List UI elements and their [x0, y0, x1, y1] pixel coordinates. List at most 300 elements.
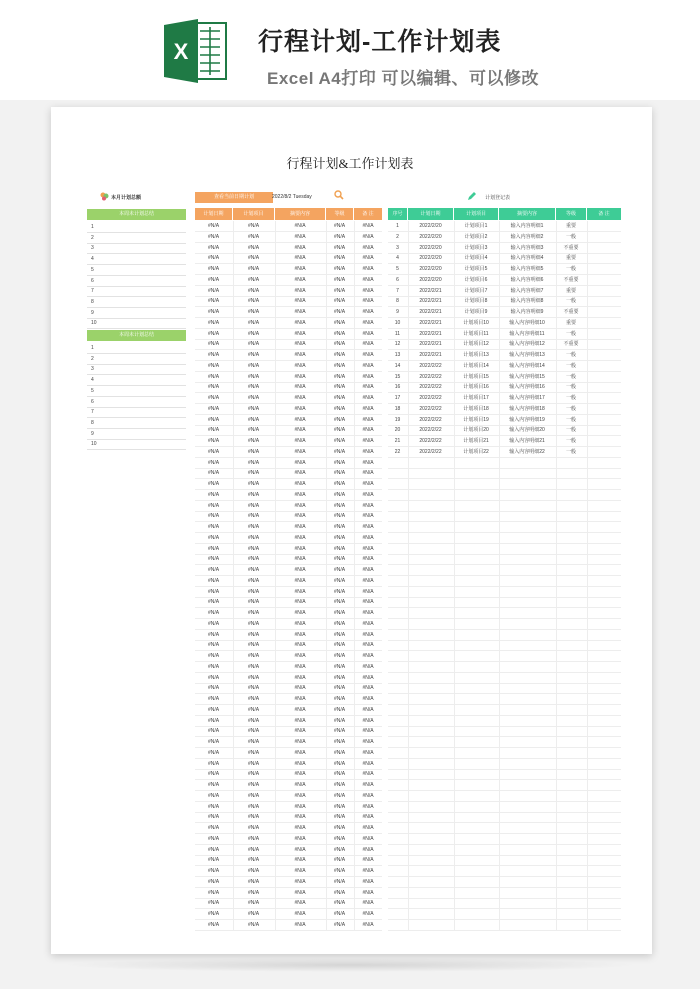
na-cell: #N/A: [362, 416, 374, 423]
na-cell: #N/A: [333, 470, 346, 477]
na-cell: #N/A: [207, 223, 220, 229]
row-number: 9: [91, 430, 94, 437]
na-cell: #N/A: [207, 427, 220, 434]
na-cell: #N/A: [294, 287, 306, 294]
na-cell: #N/A: [247, 405, 260, 412]
banner-title: 行程计划-工作计划表: [258, 28, 502, 56]
na-cell: #N/A: [294, 341, 306, 348]
left-row: [87, 429, 186, 440]
na-cell: #N/A: [247, 384, 260, 391]
register-cell: 10: [394, 319, 401, 326]
na-cell: #N/A: [247, 857, 260, 864]
na-cell: #N/A: [333, 771, 346, 778]
register-cell: 不重要: [563, 276, 579, 283]
register-cell: 21: [394, 438, 401, 444]
na-cell: #N/A: [333, 395, 346, 401]
register-cell: 一般: [565, 330, 576, 337]
register-cell: 输入内容明细7: [510, 287, 544, 294]
na-cell: #N/A: [207, 255, 220, 262]
na-cell: #N/A: [294, 846, 306, 853]
mid-header-cell: 摘要内容: [275, 208, 325, 220]
left-row: [87, 364, 186, 375]
na-cell: #N/A: [294, 534, 306, 541]
na-cell: #N/A: [247, 287, 260, 294]
na-cell: #N/A: [333, 900, 346, 907]
na-cell: #N/A: [294, 309, 306, 315]
na-cell: #N/A: [333, 878, 346, 885]
na-cell: #N/A: [362, 481, 374, 487]
na-cell: #N/A: [294, 599, 306, 606]
register-cell: 输入内容明细13: [509, 352, 545, 358]
right-header-cell: 等级: [556, 208, 586, 220]
na-cell: #N/A: [207, 481, 220, 487]
row-number: 8: [91, 298, 94, 305]
register-cell: 2022/2/20: [419, 255, 442, 262]
na-cell: #N/A: [247, 642, 260, 649]
na-cell: #N/A: [294, 491, 306, 498]
na-cell: #N/A: [294, 470, 306, 477]
na-cell: #N/A: [294, 319, 306, 326]
na-cell: #N/A: [247, 448, 260, 455]
register-cell: 计划项目22: [463, 448, 489, 455]
na-cell: #N/A: [247, 244, 260, 251]
na-cell: #N/A: [294, 416, 306, 423]
na-cell: #N/A: [362, 459, 374, 466]
na-cell: #N/A: [247, 653, 260, 659]
na-cell: #N/A: [247, 674, 260, 681]
na-cell: #N/A: [207, 524, 220, 530]
na-cell: #N/A: [247, 524, 260, 530]
na-cell: #N/A: [333, 233, 346, 240]
na-cell: #N/A: [333, 620, 346, 627]
na-cell: #N/A: [207, 835, 220, 842]
na-cell: #N/A: [362, 921, 374, 928]
col-divider: [454, 221, 455, 931]
na-cell: #N/A: [207, 448, 220, 455]
na-cell: #N/A: [294, 223, 306, 229]
na-cell: #N/A: [333, 728, 346, 735]
na-cell: #N/A: [207, 911, 220, 917]
register-cell: 计划项目9: [464, 309, 488, 315]
na-cell: #N/A: [362, 373, 374, 380]
na-cell: #N/A: [333, 481, 346, 487]
na-cell: #N/A: [333, 255, 346, 262]
na-cell: #N/A: [247, 534, 260, 541]
na-cell: #N/A: [207, 567, 220, 573]
register-cell: 一般: [565, 405, 576, 412]
register-cell: 2022/2/20: [419, 276, 442, 283]
register-cell: 2022/2/21: [419, 330, 442, 337]
na-cell: #N/A: [207, 620, 220, 627]
na-cell: #N/A: [333, 717, 346, 724]
na-cell: #N/A: [207, 814, 220, 821]
na-cell: #N/A: [362, 610, 374, 616]
na-cell: #N/A: [362, 491, 374, 498]
na-cell: #N/A: [294, 663, 306, 670]
na-cell: #N/A: [247, 341, 260, 348]
na-cell: #N/A: [207, 706, 220, 713]
col-divider: [499, 221, 500, 931]
na-cell: #N/A: [294, 749, 306, 756]
na-cell: #N/A: [247, 491, 260, 498]
right-header-cell: 计划日期: [408, 208, 453, 220]
na-cell: #N/A: [333, 416, 346, 423]
view-current-plan-button[interactable]: 查看当前日期计划: [195, 192, 273, 203]
na-cell: #N/A: [247, 362, 260, 369]
na-cell: #N/A: [294, 835, 306, 842]
search-icon[interactable]: [334, 190, 344, 200]
na-cell: #N/A: [247, 846, 260, 853]
register-cell: 计划项目10: [463, 319, 489, 326]
na-cell: #N/A: [294, 513, 306, 520]
na-cell: #N/A: [294, 255, 306, 262]
register-cell: 20: [394, 427, 401, 434]
register-cell: 重要: [565, 319, 576, 326]
na-cell: #N/A: [294, 631, 306, 638]
na-cell: #N/A: [362, 276, 374, 283]
na-cell: #N/A: [362, 685, 374, 692]
na-cell: #N/A: [294, 233, 306, 240]
na-cell: #N/A: [207, 663, 220, 670]
register-cell: 一般: [565, 384, 576, 391]
row-number: 6: [91, 398, 94, 405]
register-cell: 一般: [565, 233, 576, 240]
section-bar-1: 本周未计划总结: [87, 209, 186, 220]
pencil-icon: [467, 191, 477, 201]
na-cell: #N/A: [294, 481, 306, 487]
na-cell: #N/A: [207, 610, 220, 616]
register-cell: 输入内容明细4: [510, 255, 544, 262]
register-cell: 2022/2/22: [419, 405, 442, 412]
na-cell: #N/A: [207, 556, 220, 563]
na-cell: #N/A: [362, 287, 374, 294]
register-cell: 计划项目4: [464, 255, 488, 262]
na-cell: #N/A: [207, 749, 220, 756]
left-row: [87, 222, 186, 233]
na-cell: #N/A: [333, 309, 346, 315]
register-cell: 16: [394, 384, 401, 391]
col-divider: [556, 221, 557, 931]
register-cell: 输入内容明细6: [510, 276, 544, 283]
na-cell: #N/A: [362, 889, 374, 896]
na-cell: #N/A: [247, 814, 260, 821]
na-cell: #N/A: [294, 696, 306, 702]
mid-header-cell: 等级: [326, 208, 353, 220]
na-cell: #N/A: [294, 921, 306, 928]
na-cell: #N/A: [333, 556, 346, 563]
na-cell: #N/A: [294, 653, 306, 659]
na-cell: #N/A: [247, 330, 260, 337]
na-cell: #N/A: [362, 309, 374, 315]
na-cell: #N/A: [333, 685, 346, 692]
register-cell: 输入内容明细19: [509, 416, 545, 423]
register-cell: 2022/2/21: [419, 298, 442, 305]
row-number: 7: [91, 409, 94, 416]
na-cell: #N/A: [362, 782, 374, 788]
register-cell: 2: [396, 233, 399, 240]
na-cell: #N/A: [294, 857, 306, 864]
register-cell: 输入内容明细11: [509, 330, 545, 337]
row-number: 4: [91, 377, 94, 384]
na-cell: #N/A: [247, 739, 260, 745]
register-cell: 计划项目2: [464, 233, 488, 240]
register-cell: 输入内容明细3: [510, 244, 544, 251]
na-cell: #N/A: [362, 223, 374, 229]
right-header-cell: 计划项目: [454, 208, 498, 220]
na-cell: #N/A: [247, 900, 260, 907]
na-cell: #N/A: [247, 298, 260, 305]
na-cell: #N/A: [362, 502, 374, 509]
na-cell: #N/A: [207, 438, 220, 444]
na-cell: #N/A: [333, 610, 346, 616]
na-cell: #N/A: [362, 438, 374, 444]
register-cell: 输入内容明细17: [509, 395, 545, 401]
na-cell: #N/A: [247, 481, 260, 487]
row-number: 10: [91, 320, 97, 327]
na-cell: #N/A: [333, 384, 346, 391]
na-cell: #N/A: [333, 577, 346, 584]
na-cell: #N/A: [207, 395, 220, 401]
na-cell: #N/A: [207, 276, 220, 283]
na-cell: #N/A: [247, 567, 260, 573]
na-cell: #N/A: [333, 739, 346, 745]
na-cell: #N/A: [294, 244, 306, 251]
banner: [0, 0, 700, 100]
register-cell: 2022/2/22: [419, 438, 442, 444]
na-cell: #N/A: [207, 642, 220, 649]
register-cell: 输入内容明细9: [510, 309, 544, 315]
na-cell: #N/A: [362, 846, 374, 853]
na-cell: #N/A: [207, 846, 220, 853]
na-cell: #N/A: [207, 921, 220, 928]
na-cell: #N/A: [247, 577, 260, 584]
na-cell: #N/A: [247, 233, 260, 240]
na-cell: #N/A: [362, 266, 374, 272]
na-cell: #N/A: [362, 835, 374, 842]
register-cell: 22: [394, 448, 401, 455]
na-cell: #N/A: [247, 470, 260, 477]
na-cell: #N/A: [294, 825, 306, 831]
na-cell: #N/A: [207, 792, 220, 799]
section-bar-2: 本周未计划总结: [87, 330, 186, 341]
register-cell: 一般: [565, 352, 576, 358]
na-cell: #N/A: [362, 545, 374, 552]
na-cell: #N/A: [333, 911, 346, 917]
register-cell: 2022/2/22: [419, 427, 442, 434]
register-cell: 18: [394, 405, 401, 412]
na-cell: #N/A: [362, 384, 374, 391]
left-row: [87, 439, 186, 450]
na-cell: #N/A: [294, 384, 306, 391]
na-cell: #N/A: [207, 588, 220, 595]
na-cell: #N/A: [294, 438, 306, 444]
na-cell: #N/A: [294, 717, 306, 724]
na-cell: #N/A: [247, 835, 260, 842]
na-cell: #N/A: [362, 653, 374, 659]
na-cell: #N/A: [247, 631, 260, 638]
register-cell: 2022/2/20: [419, 223, 442, 229]
na-cell: #N/A: [362, 588, 374, 595]
excel-icon: [162, 17, 228, 85]
na-cell: #N/A: [333, 782, 346, 788]
na-cell: #N/A: [294, 524, 306, 530]
register-cell: 输入内容明细21: [509, 438, 545, 444]
na-cell: #N/A: [247, 352, 260, 358]
register-cell: 17: [394, 395, 401, 401]
register-cell: 输入内容明细12: [509, 341, 545, 348]
na-cell: #N/A: [362, 814, 374, 821]
register-cell: 输入内容明细2: [510, 233, 544, 240]
na-cell: #N/A: [333, 459, 346, 466]
na-cell: #N/A: [247, 427, 260, 434]
na-cell: #N/A: [247, 728, 260, 735]
register-cell: 输入内容明细14: [509, 362, 545, 369]
left-row: [87, 418, 186, 429]
na-cell: #N/A: [333, 276, 346, 283]
row-number: 6: [91, 277, 94, 284]
na-cell: #N/A: [362, 868, 374, 874]
na-cell: #N/A: [294, 911, 306, 917]
left-row: [87, 308, 186, 319]
na-cell: #N/A: [247, 223, 260, 229]
na-cell: #N/A: [294, 760, 306, 767]
na-cell: #N/A: [333, 352, 346, 358]
na-cell: #N/A: [247, 276, 260, 283]
mid-header-cell: 计划项目: [233, 208, 274, 220]
na-cell: #N/A: [333, 341, 346, 348]
na-cell: #N/A: [333, 502, 346, 509]
register-cell: 计划项目12: [463, 341, 489, 348]
register-cell: 2022/2/22: [419, 362, 442, 369]
na-cell: #N/A: [362, 405, 374, 412]
na-cell: #N/A: [247, 556, 260, 563]
register-cell: 输入内容明细16: [509, 384, 545, 391]
na-cell: #N/A: [333, 405, 346, 412]
na-cell: #N/A: [333, 567, 346, 573]
col-divider: [275, 221, 276, 931]
na-cell: #N/A: [247, 309, 260, 315]
na-cell: #N/A: [247, 889, 260, 896]
na-cell: #N/A: [333, 319, 346, 326]
na-cell: #N/A: [294, 448, 306, 455]
register-cell: 计划项目13: [463, 352, 489, 358]
register-cell: 2022/2/21: [419, 309, 442, 315]
na-cell: #N/A: [362, 255, 374, 262]
row-number: 10: [91, 441, 97, 448]
na-cell: #N/A: [333, 438, 346, 444]
row-number: 4: [91, 256, 94, 263]
na-cell: #N/A: [362, 567, 374, 573]
na-cell: #N/A: [207, 287, 220, 294]
na-cell: #N/A: [333, 491, 346, 498]
na-cell: #N/A: [247, 921, 260, 928]
na-cell: #N/A: [294, 868, 306, 874]
na-cell: #N/A: [207, 782, 220, 788]
banner-subtitle: Excel A4打印 可以编辑、可以修改: [267, 69, 539, 88]
row-number: 5: [91, 266, 94, 273]
na-cell: #N/A: [247, 373, 260, 380]
na-cell: #N/A: [247, 717, 260, 724]
row-number: 3: [91, 366, 94, 373]
na-cell: #N/A: [247, 416, 260, 423]
na-cell: #N/A: [294, 276, 306, 283]
na-cell: #N/A: [362, 696, 374, 702]
na-cell: #N/A: [207, 545, 220, 552]
row-number: 2: [91, 355, 94, 362]
na-cell: #N/A: [362, 395, 374, 401]
col-divider: [326, 221, 327, 931]
register-cell: 输入内容明细10: [509, 319, 545, 326]
na-cell: #N/A: [362, 448, 374, 455]
register-cell: 2022/2/21: [419, 319, 442, 326]
na-cell: #N/A: [207, 760, 220, 767]
right-header-cell: 序号: [388, 208, 407, 220]
na-cell: #N/A: [333, 588, 346, 595]
register-cell: 计划项目16: [463, 384, 489, 391]
na-cell: #N/A: [247, 792, 260, 799]
na-cell: #N/A: [333, 706, 346, 713]
col-divider: [354, 221, 355, 931]
mid-header-cell: 计划日期: [195, 208, 232, 220]
month-total-label: 本月计划总额: [111, 195, 142, 201]
register-cell: 15: [394, 373, 401, 380]
na-cell: #N/A: [247, 610, 260, 616]
na-cell: #N/A: [362, 792, 374, 799]
na-cell: #N/A: [333, 524, 346, 530]
register-cell: 计划项目15: [463, 373, 489, 380]
register-cell: 9: [396, 309, 399, 315]
register-cell: 2022/2/20: [419, 233, 442, 240]
register-cell: 计划项目1: [464, 223, 488, 229]
na-cell: #N/A: [294, 567, 306, 573]
na-cell: #N/A: [362, 427, 374, 434]
register-cell: 计划项目5: [464, 266, 488, 272]
register-cell: 6: [396, 276, 399, 283]
na-cell: #N/A: [294, 330, 306, 337]
na-cell: #N/A: [333, 642, 346, 649]
na-cell: #N/A: [294, 545, 306, 552]
na-cell: #N/A: [294, 502, 306, 509]
register-cell: 一般: [565, 373, 576, 380]
na-cell: #N/A: [362, 771, 374, 778]
na-cell: #N/A: [362, 878, 374, 885]
na-cell: #N/A: [362, 825, 374, 831]
na-cell: #N/A: [362, 857, 374, 864]
register-cell: 一般: [565, 427, 576, 434]
na-cell: #N/A: [362, 244, 374, 251]
left-row: [87, 276, 186, 287]
na-cell: #N/A: [362, 534, 374, 541]
right-header-cell: 备 注: [587, 208, 621, 220]
na-cell: #N/A: [247, 266, 260, 272]
na-cell: #N/A: [207, 900, 220, 907]
na-cell: #N/A: [207, 330, 220, 337]
na-cell: #N/A: [207, 685, 220, 692]
na-cell: #N/A: [362, 760, 374, 767]
register-cell: 输入内容明细1: [510, 223, 544, 229]
na-cell: #N/A: [333, 534, 346, 541]
register-cell: 计划项目21: [463, 438, 489, 444]
mid-header-cell: 备 注: [354, 208, 382, 220]
na-cell: #N/A: [294, 900, 306, 907]
na-cell: #N/A: [207, 491, 220, 498]
na-cell: #N/A: [362, 341, 374, 348]
na-cell: #N/A: [207, 674, 220, 681]
register-cell: 计划项目19: [463, 416, 489, 423]
register-cell: 8: [396, 298, 399, 305]
na-cell: #N/A: [333, 373, 346, 380]
na-cell: #N/A: [247, 825, 260, 831]
